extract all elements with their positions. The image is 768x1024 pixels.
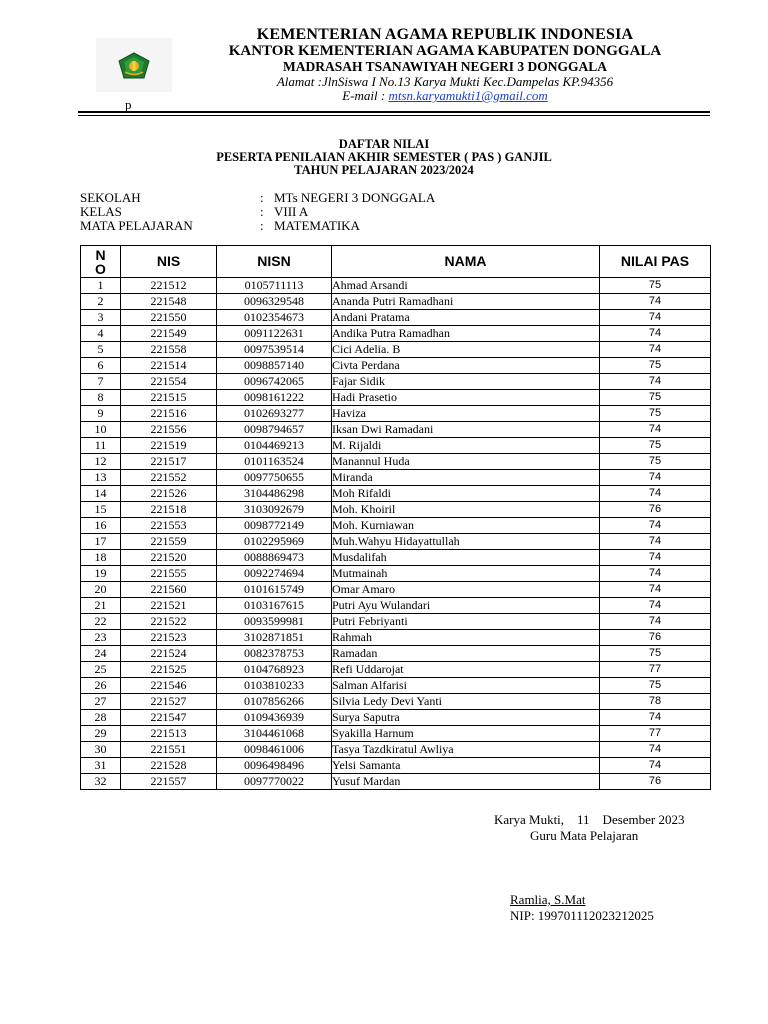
row-nilai-pas: 74 [600,534,711,550]
row-number: 29 [81,726,121,742]
academic-year: TAHUN PELAJARAN 2023/2024 [294,163,474,177]
signer-nip: NIP: 199701112023212025 [510,908,654,923]
row-nilai-pas: 74 [600,486,711,502]
row-nisn: 0096498496 [217,758,332,774]
document-subtitle: PESERTA PENILAIAN AKHIR SEMESTER ( PAS ) GANJIL [216,150,552,164]
place-date: Karya Mukti, 11 Desember 2023 [494,812,685,827]
row-number: 23 [81,630,121,646]
row-nama: Moh. Kurniawan [332,518,600,534]
row-nama: Mutmainah [332,566,600,582]
row-number: 13 [81,470,121,486]
row-nilai-pas: 75 [600,390,711,406]
row-number: 7 [81,374,121,390]
row-nama: Miranda [332,470,600,486]
row-nilai-pas: 74 [600,566,711,582]
info-label: SEKOLAH [80,190,141,205]
row-nisn: 0104768923 [217,662,332,678]
row-nisn: 0096742065 [217,374,332,390]
row-nisn: 0107856266 [217,694,332,710]
table-row [81,438,711,454]
row-nis: 221525 [121,662,217,678]
row-nama: Ahmad Arsandi [332,278,600,294]
school-email-line [190,88,700,104]
row-nilai-pas: 75 [600,358,711,374]
row-nis: 221520 [121,550,217,566]
table-row [81,662,711,678]
row-nama: Andika Putra Ramadhan [332,326,600,342]
row-nis: 221518 [121,502,217,518]
row-nilai-pas: 74 [600,326,711,342]
document-title: DAFTAR NILAI [338,137,430,151]
table-row [81,630,711,646]
row-nama: M. Rijaldi [332,438,600,454]
row-nilai-pas: 75 [600,438,711,454]
row-nis: 221553 [121,518,217,534]
ministry-logo-icon [116,52,152,80]
row-nilai-pas: 74 [600,614,711,630]
email-link[interactable]: mtsn.karyamukti1@gmail.com [388,88,548,103]
row-nisn: 0102354673 [217,310,332,326]
row-nisn: 0098857140 [217,358,332,374]
table-row [81,566,711,582]
info-value: MTs NEGERI 3 DONGGALA [274,190,436,205]
row-number: 27 [81,694,121,710]
table-row [81,518,711,534]
row-nisn: 0101615749 [217,582,332,598]
row-nisn: 0098161222 [217,390,332,406]
row-nis: 221552 [121,470,217,486]
table-row [81,742,711,758]
row-nama: Silvia Ledy Devi Yanti [332,694,600,710]
row-number: 18 [81,550,121,566]
row-nisn: 3102871851 [217,630,332,646]
row-nama: Manannul Huda [332,454,600,470]
row-nis: 221558 [121,342,217,358]
row-number: 30 [81,742,121,758]
row-nama: Yelsi Samanta [332,758,600,774]
letterhead-rule-thin [78,115,710,116]
row-nilai-pas: 74 [600,422,711,438]
table-row [81,294,711,310]
row-nis: 221519 [121,438,217,454]
row-nama: Andani Pratama [332,310,600,326]
row-nilai-pas: 74 [600,374,711,390]
row-nilai-pas: 76 [600,630,711,646]
grades-table [80,245,711,790]
row-nisn: 0097750655 [217,470,332,486]
row-nis: 221557 [121,774,217,790]
info-subject [80,218,360,234]
table-row [81,454,711,470]
row-nisn: 0097539514 [217,342,332,358]
row-nisn: 0097770022 [217,774,332,790]
row-nis: 221522 [121,614,217,630]
header-no: N O [81,246,121,278]
table-row [81,774,711,790]
row-nama: Musdalifah [332,550,600,566]
row-nama: Refi Uddarojat [332,662,600,678]
row-nis: 221548 [121,294,217,310]
header-nama: NAMA [332,246,600,278]
table-row [81,550,711,566]
row-nis: 221528 [121,758,217,774]
row-number: 9 [81,406,121,422]
table-row [81,694,711,710]
row-nama: Hadi Prasetio [332,390,600,406]
table-row [81,646,711,662]
row-nama: Putri Ayu Wulandari [332,598,600,614]
row-nisn: 0088869473 [217,550,332,566]
row-nisn: 0093599981 [217,614,332,630]
row-nis: 221514 [121,358,217,374]
row-nis: 221512 [121,278,217,294]
row-number: 16 [81,518,121,534]
row-nama: Yusuf Mardan [332,774,600,790]
row-nis: 221546 [121,678,217,694]
row-nilai-pas: 74 [600,710,711,726]
info-separator: : [260,218,264,233]
row-number: 2 [81,294,121,310]
row-nis: 221551 [121,742,217,758]
row-nilai-pas: 74 [600,550,711,566]
row-number: 26 [81,678,121,694]
row-nama: Civta Perdana [332,358,600,374]
table-row [81,278,711,294]
row-nis: 221560 [121,582,217,598]
ministry-name: KEMENTERIAN AGAMA REPUBLIK INDONESIA [256,26,634,43]
email-label: E-mail : [342,88,389,103]
row-nilai-pas: 75 [600,278,711,294]
letterhead-rule-thick [78,111,710,113]
row-nisn: 0096329548 [217,294,332,310]
row-nama: Moh Rifaldi [332,486,600,502]
table-row [81,390,711,406]
row-nilai-pas: 76 [600,502,711,518]
table-row [81,374,711,390]
row-nisn: 0091122631 [217,326,332,342]
row-nilai-pas: 74 [600,294,711,310]
row-number: 3 [81,310,121,326]
office-name: KANTOR KEMENTERIAN AGAMA KABUPATEN DONGGALA [228,43,662,59]
row-nisn: 3104486298 [217,486,332,502]
info-label: MATA PELAJARAN [80,218,193,233]
row-nis: 221517 [121,454,217,470]
row-number: 6 [81,358,121,374]
row-number: 25 [81,662,121,678]
row-nis: 221526 [121,486,217,502]
table-row [81,470,711,486]
row-number: 28 [81,710,121,726]
row-nama: Ramadan [332,646,600,662]
table-row [81,726,711,742]
row-nama: Rahmah [332,630,600,646]
table-header-row [81,246,711,278]
row-number: 21 [81,598,121,614]
row-number: 24 [81,646,121,662]
info-separator: : [260,204,264,219]
row-nisn: 0082378753 [217,646,332,662]
row-nilai-pas: 75 [600,646,711,662]
row-nilai-pas: 75 [600,678,711,694]
row-number: 12 [81,454,121,470]
table-row [81,326,711,342]
row-nis: 221555 [121,566,217,582]
row-number: 11 [81,438,121,454]
info-separator: : [260,190,264,205]
row-nisn: 0092274694 [217,566,332,582]
row-nis: 221547 [121,710,217,726]
row-nis: 221523 [121,630,217,646]
table-row [81,758,711,774]
row-nis: 221515 [121,390,217,406]
table-row [81,422,711,438]
row-nis: 221549 [121,326,217,342]
row-number: 22 [81,614,121,630]
row-nisn: 3103092679 [217,502,332,518]
info-value: VIII A [274,204,309,219]
row-nilai-pas: 77 [600,662,711,678]
row-nis: 221559 [121,534,217,550]
row-nama: Omar Amaro [332,582,600,598]
table-row [81,678,711,694]
row-nis: 221527 [121,694,217,710]
school-name: MADRASAH TSANAWIYAH NEGERI 3 DONGGALA [282,59,608,74]
row-nilai-pas: 74 [600,582,711,598]
table-row [81,710,711,726]
row-nama: Haviza [332,406,600,422]
info-value: MATEMATIKA [274,218,360,233]
row-nilai-pas: 77 [600,726,711,742]
school-address: Alamat :JlnSiswa I No.13 Karya Mukti Kec.Dampelas KP.94356 [276,74,614,89]
signer-name: Ramlia, S.Mat [510,892,586,907]
row-number: 20 [81,582,121,598]
row-nisn: 0102693277 [217,406,332,422]
row-nilai-pas: 74 [600,470,711,486]
row-nisn: 0098772149 [217,518,332,534]
row-number: 32 [81,774,121,790]
row-nisn: 0105711113 [217,278,332,294]
row-nama: Fajar Sidik [332,374,600,390]
row-number: 17 [81,534,121,550]
row-nama: Muh.Wahyu Hidayattullah [332,534,600,550]
row-number: 31 [81,758,121,774]
row-number: 8 [81,390,121,406]
row-number: 4 [81,326,121,342]
table-row [81,582,711,598]
row-nilai-pas: 74 [600,758,711,774]
row-nilai-pas: 75 [600,454,711,470]
table-row [81,534,711,550]
header-nisn: NISN [217,246,332,278]
row-nis: 221524 [121,646,217,662]
signer-role: Guru Mata Pelajaran [530,828,639,843]
row-nis: 221556 [121,422,217,438]
row-nis: 221516 [121,406,217,422]
row-nilai-pas: 74 [600,342,711,358]
row-number: 14 [81,486,121,502]
row-number: 19 [81,566,121,582]
row-nama: Moh. Khoiril [332,502,600,518]
row-number: 5 [81,342,121,358]
table-row [81,310,711,326]
row-nilai-pas: 74 [600,518,711,534]
header-nis: NIS [121,246,217,278]
table-row [81,614,711,630]
row-number: 10 [81,422,121,438]
row-nilai-pas: 74 [600,310,711,326]
row-nis: 221554 [121,374,217,390]
row-nis: 221521 [121,598,217,614]
row-nisn: 0098794657 [217,422,332,438]
row-nisn: 0098461006 [217,742,332,758]
row-nis: 221513 [121,726,217,742]
row-nisn: 0102295969 [217,534,332,550]
table-row [81,406,711,422]
table-row [81,502,711,518]
row-nis: 221550 [121,310,217,326]
table-row [81,598,711,614]
row-nisn: 0103810233 [217,678,332,694]
table-row [81,342,711,358]
row-nama: Putri Febriyanti [332,614,600,630]
header-nilai: NILAI PAS [600,246,711,278]
row-nilai-pas: 74 [600,598,711,614]
row-nama: Salman Alfarisi [332,678,600,694]
table-row [81,358,711,374]
row-nisn: 0103167615 [217,598,332,614]
row-nilai-pas: 78 [600,694,711,710]
row-nama: Surya Saputra [332,710,600,726]
row-nama: Tasya Tazdkiratul Awliya [332,742,600,758]
row-nama: Syakilla Harnum [332,726,600,742]
table-row [81,486,711,502]
row-nama: Iksan Dwi Ramadani [332,422,600,438]
row-nilai-pas: 76 [600,774,711,790]
row-nisn: 0104469213 [217,438,332,454]
row-nilai-pas: 74 [600,742,711,758]
row-nisn: 3104461068 [217,726,332,742]
row-nama: Cici Adelia. B [332,342,600,358]
stray-mark: p [125,97,132,112]
info-label: KELAS [80,204,122,219]
row-number: 1 [81,278,121,294]
row-number: 15 [81,502,121,518]
row-nama: Ananda Putri Ramadhani [332,294,600,310]
row-nilai-pas: 75 [600,406,711,422]
row-nisn: 0109436939 [217,710,332,726]
row-nisn: 0101163524 [217,454,332,470]
